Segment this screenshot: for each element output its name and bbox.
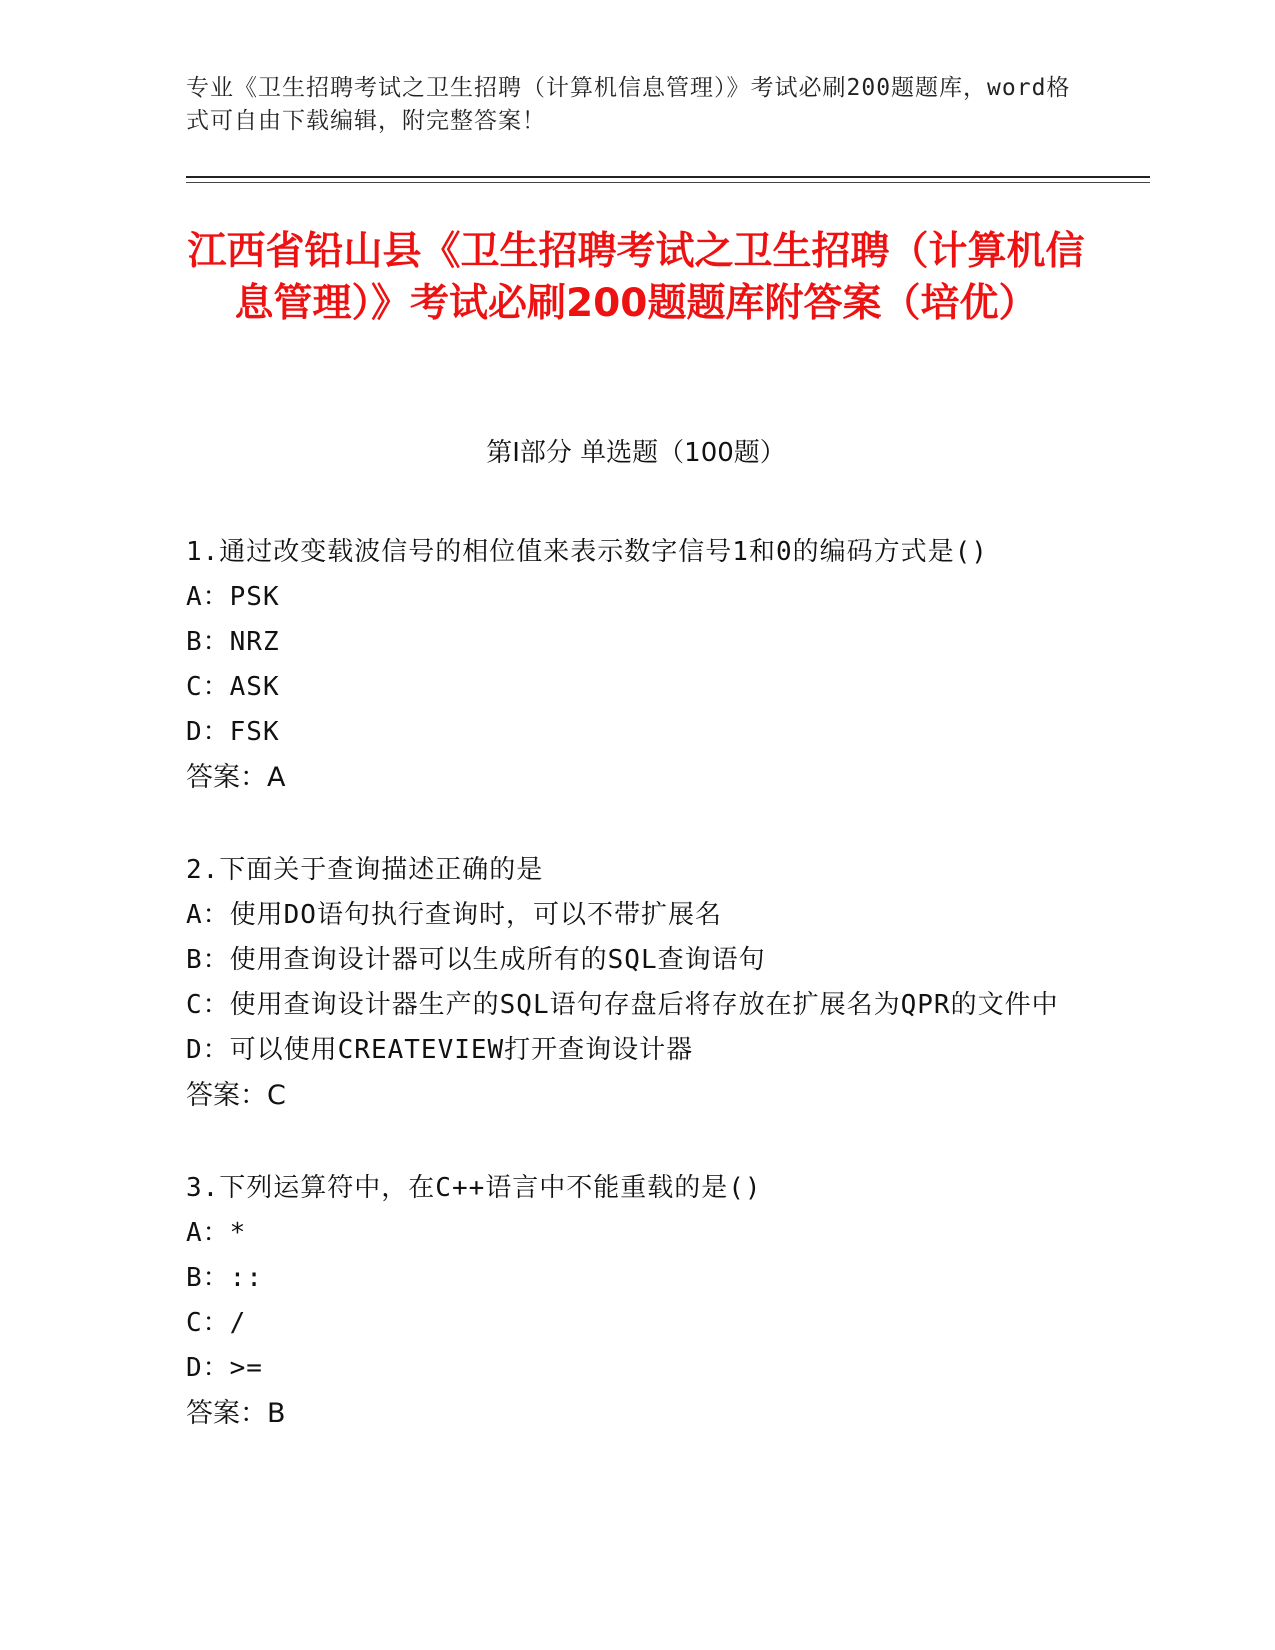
option-a: A：使用DO语句执行查询时，可以不带扩展名 [186,900,722,930]
option-a: A：PSK [186,582,280,612]
option-c: C：ASK [186,672,280,702]
option-c: C：使用查询设计器生产的SQL语句存盘后将存放在扩展名为QPR的文件中 [186,990,1059,1020]
question-1 [186,530,1086,800]
option-a: A：* [186,1218,247,1248]
question-list [186,530,1086,1484]
header-rule-thin [186,182,1150,183]
section-heading: 第Ⅰ部分 单选题（100题） [486,438,786,468]
header-note: 专业《卫生招聘考试之卫生招聘（计算机信息管理）》考试必刷200题题库，word格式可自由下载编辑，附完整答案！ [186,75,1071,134]
option-c: C：/ [186,1308,247,1338]
question-stem: 2.下面关于查询描述正确的是 [186,855,544,885]
option-d: D：FSK [186,717,280,747]
option-b: B：:: [186,1263,263,1293]
option-b: B：NRZ [186,627,280,657]
question-stem: 3.下列运算符中，在C++语言中不能重载的是() [186,1173,762,1203]
answer: 答案：A [186,762,286,793]
answer: 答案：B [186,1398,286,1429]
option-d: D：>= [186,1353,263,1383]
option-b: B：使用查询设计器可以生成所有的SQL查询语句 [186,945,766,975]
header-rule-thick [186,176,1150,178]
question-2 [186,848,1086,1118]
document-title: 江西省铅山县《卫生招聘考试之卫生招聘（计算机信息管理）》考试必刷200题题库附答案（培优） [187,229,1085,326]
option-d: D：可以使用CREATEVIEW打开查询设计器 [186,1035,694,1065]
question-3 [186,1166,1086,1436]
answer: 答案：C [186,1080,286,1111]
question-stem: 1.通过改变载波信号的相位值来表示数字信号1和0的编码方式是() [186,537,988,567]
